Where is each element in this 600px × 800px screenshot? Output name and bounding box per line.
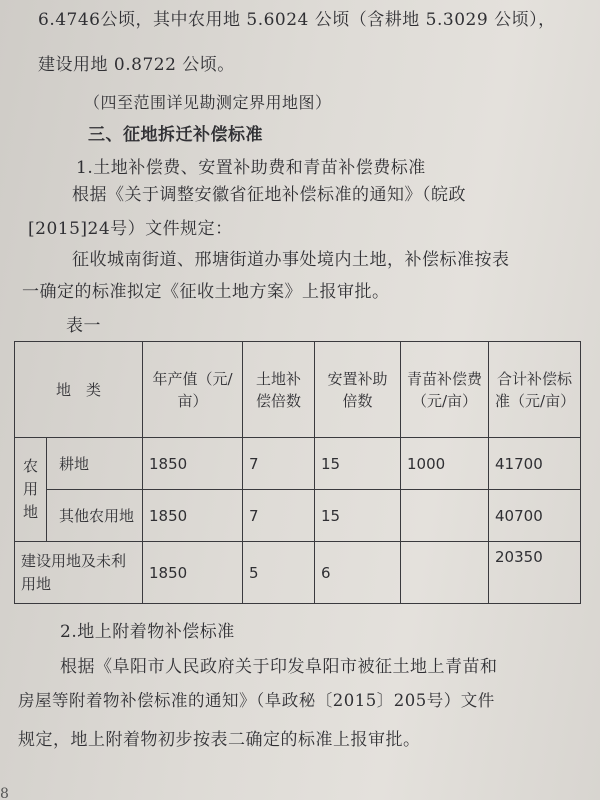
header-crop-fee: 青苗补偿费（元/亩） (401, 342, 489, 438)
cell-total: 41700 (489, 438, 581, 490)
cell-resettle-multiple: 6 (315, 542, 401, 604)
compensation-table (14, 341, 581, 604)
table-header-row (15, 342, 581, 438)
cell-land-multiple: 7 (243, 490, 315, 542)
cell-crop-fee: 1000 (401, 438, 489, 490)
cell-annual-value: 1850 (143, 438, 243, 490)
table-row (15, 490, 581, 542)
cell-type: 耕地 (47, 438, 143, 490)
table-row (15, 438, 581, 490)
header-land-multiple: 土地补偿倍数 (243, 342, 315, 438)
cell-crop-fee (401, 542, 489, 604)
cell-type: 建设用地及未利用地 (15, 542, 143, 604)
cell-type: 其他农用地 (47, 490, 143, 542)
table-caption: 表一 (66, 316, 101, 336)
cell-resettle-multiple: 15 (315, 490, 401, 542)
group-label-farmland: 农用地 (15, 438, 47, 542)
text-line: 根据《关于调整安徽省征地补偿标准的通知》（皖政 (72, 185, 466, 205)
subsection-heading: 2.地上附着物补偿标准 (60, 622, 235, 642)
text-line: [2015]24号）文件规定： (28, 219, 233, 239)
text-line: 规定，地上附着物初步按表二确定的标准上报审批。 (18, 730, 421, 750)
text-line: 房屋等附着物补偿标准的通知》（阜政秘〔2015〕205号）文件 (18, 691, 495, 710)
text-line: （四至范围详见勘测定界用地图） (84, 93, 332, 112)
cell-land-multiple: 5 (243, 542, 315, 604)
text-line: 征收城南街道、邢塘街道办事处境内土地，补偿标准按表 (72, 250, 510, 270)
section-heading: 三、征地拆迁补偿标准 (88, 125, 263, 145)
cell-crop-fee (401, 490, 489, 542)
subsection-heading: 1.土地补偿费、安置补助费和青苗补偿费标准 (76, 158, 426, 178)
header-total: 合计补偿标准（元/亩） (489, 342, 581, 438)
header-annual-value: 年产值（元/亩） (143, 342, 243, 438)
header-land-type: 地 类 (15, 342, 143, 438)
text-line: 一确定的标准拟定《征收土地方案》上报审批。 (22, 282, 390, 302)
cell-total: 20350 (489, 542, 581, 604)
page-number: 8 (0, 786, 9, 800)
cell-land-multiple: 7 (243, 438, 315, 490)
cell-resettle-multiple: 15 (315, 438, 401, 490)
text-line: 根据《阜阳市人民政府关于印发阜阳市被征土地上青苗和 (60, 657, 498, 677)
text-line: 建设用地 0.8722 公顷。 (38, 55, 235, 75)
header-resettle-multiple: 安置补助倍数 (315, 342, 401, 438)
table-row (15, 542, 581, 604)
cell-annual-value: 1850 (143, 542, 243, 604)
text-line: 6.4746公顷，其中农用地 5.6024 公顷（含耕地 5.3029 公顷）， (38, 10, 556, 30)
cell-annual-value: 1850 (143, 490, 243, 542)
cell-total: 40700 (489, 490, 581, 542)
